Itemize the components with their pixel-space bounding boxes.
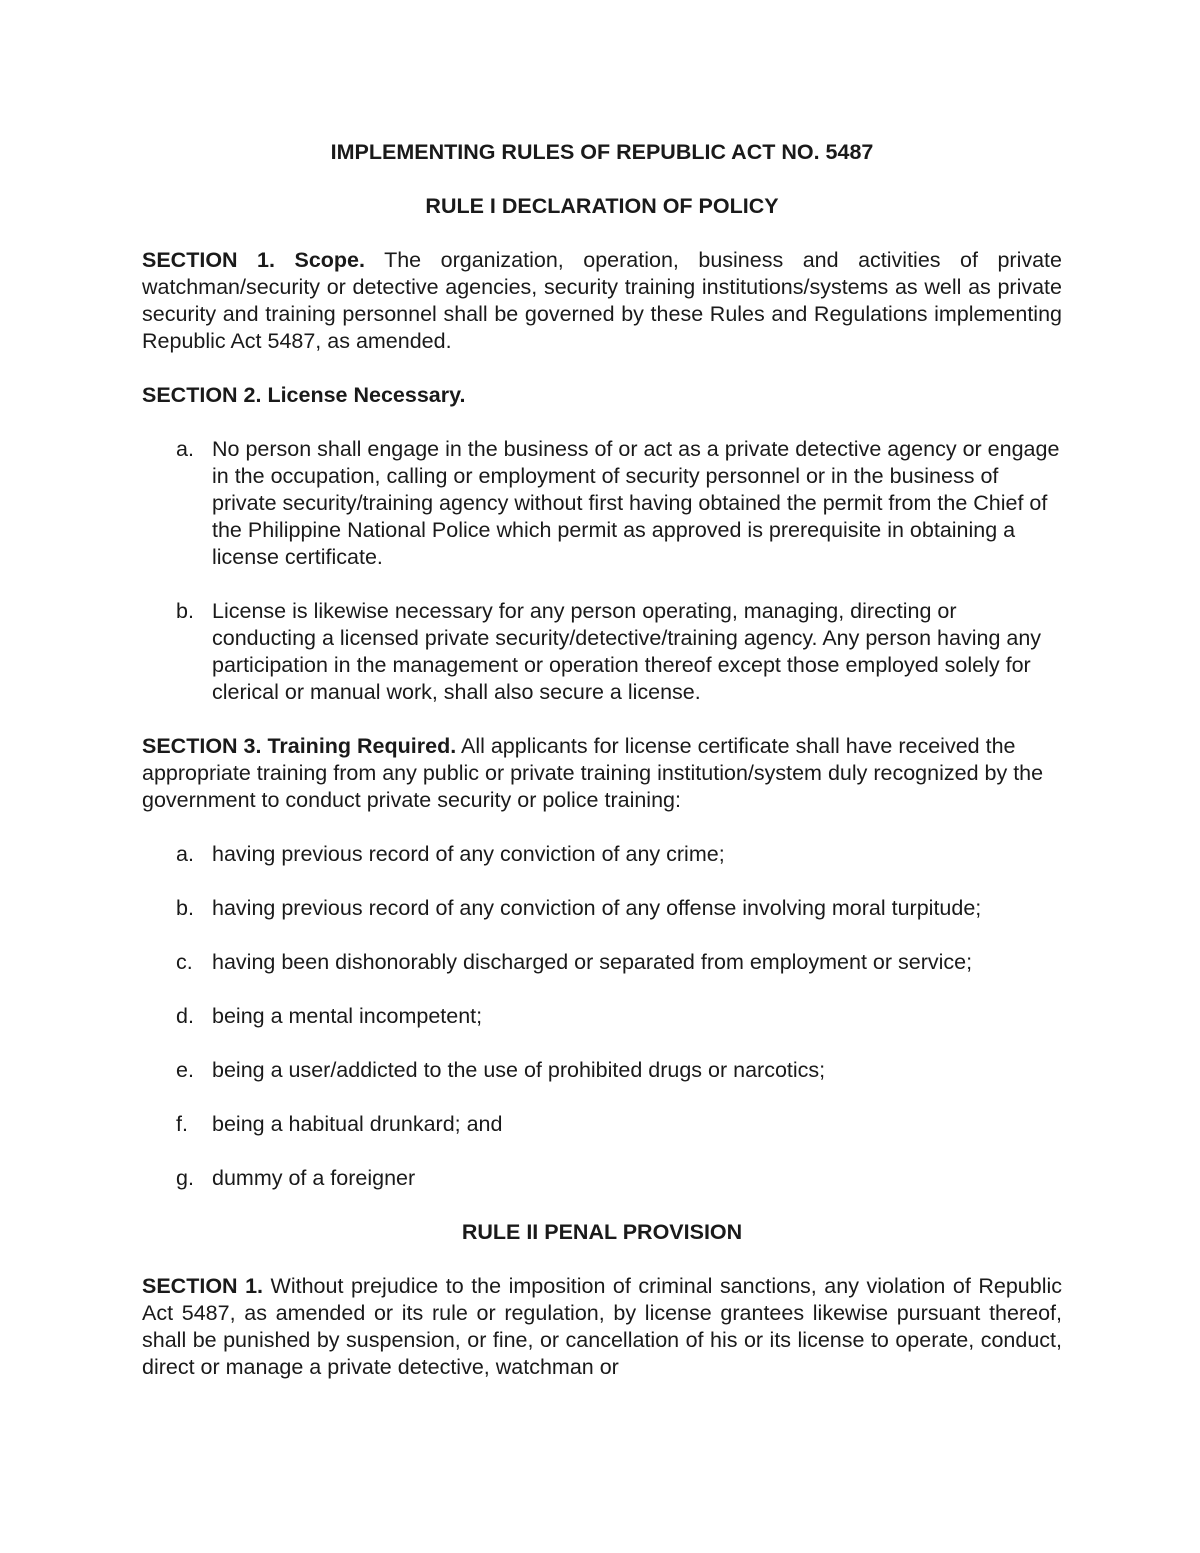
section-3-training (142, 733, 1062, 814)
section-3-list (142, 841, 1062, 1192)
rule2-section-1-text: Without prejudice to the imposition of criminal sanctions, any violation of Republic Act 5487, as amended or its rule or regulation, by license grantees likewise pursuant thereof, shall be punished by suspension, or fine, or cancellation of his or its license to operate, conduct, direct or manage a private detective, watchman or (142, 1274, 1062, 1379)
list-item (142, 1111, 1062, 1138)
list-item (142, 949, 1062, 976)
list-item-text: being a habitual drunkard; and (212, 1112, 503, 1136)
list-marker: a. (176, 842, 194, 866)
list-marker: a. (176, 437, 194, 461)
section-1-text: The organization, operation, business and activities of private watchman/security or detective agencies, security training institutions/systems as well as private security and training personnel shall be governed by these Rules and Regulations implementing Republic Act 5487, as amended. (142, 248, 1062, 353)
rule2-section-1 (142, 1273, 1062, 1381)
list-item (142, 1057, 1062, 1084)
list-item (142, 1003, 1062, 1030)
list-item (142, 598, 1062, 706)
section-2-label: SECTION 2. License Necessary. (142, 383, 466, 407)
list-marker: b. (176, 599, 194, 623)
rule2-section-1-label: SECTION 1. (142, 1274, 264, 1298)
list-item-text: License is likewise necessary for any person operating, managing, directing or conducting a licensed private security/detective/training agency. Any person having any participation in the management or operation thereof except those employed solely for clerical or manual work, shall also secure a license. (212, 599, 1042, 704)
list-marker: c. (176, 950, 193, 974)
list-item-text: having previous record of any conviction of any offense involving moral turpitude; (212, 896, 982, 920)
section-3-text: All applicants for license certificate shall have received the appropriate training from any public or private training institution/system duly recognized by the government to conduct private security or police training: (142, 734, 1044, 812)
list-marker: f. (176, 1112, 188, 1136)
list-item-text: being a mental incompetent; (212, 1004, 483, 1028)
list-item-text: having been dishonorably discharged or separated from employment or service; (212, 950, 973, 974)
list-marker: g. (176, 1166, 194, 1190)
section-2-list (142, 436, 1062, 706)
list-item-text: dummy of a foreigner (212, 1166, 416, 1190)
list-marker: d. (176, 1004, 194, 1028)
section-3-label: SECTION 3. Training Required. (142, 734, 457, 758)
list-item-text: having previous record of any conviction of any crime; (212, 842, 725, 866)
rule1-heading: RULE I DECLARATION OF POLICY (425, 194, 779, 218)
list-item (142, 1165, 1062, 1192)
list-marker: b. (176, 896, 194, 920)
section-1-label: SECTION 1. Scope. (142, 248, 365, 272)
list-item (142, 895, 1062, 922)
section-1-scope (142, 247, 1062, 355)
list-item (142, 841, 1062, 868)
rule2-heading: RULE II PENAL PROVISION (461, 1220, 743, 1244)
list-marker: e. (176, 1058, 194, 1082)
list-item-text: No person shall engage in the business of or act as a private detective agency or engage in the occupation, calling or employment of security personnel or in the business of private security/training agency without first having obtained the permit from the Chief of the Philippine National Police which permit as approved is prerequisite in obtaining a license certificate. (212, 437, 1060, 569)
document-page (142, 139, 1062, 1381)
list-item (142, 436, 1062, 571)
document-title: IMPLEMENTING RULES OF REPUBLIC ACT NO. 5487 (330, 140, 874, 164)
list-item-text: being a user/addicted to the use of prohibited drugs or narcotics; (212, 1058, 826, 1082)
